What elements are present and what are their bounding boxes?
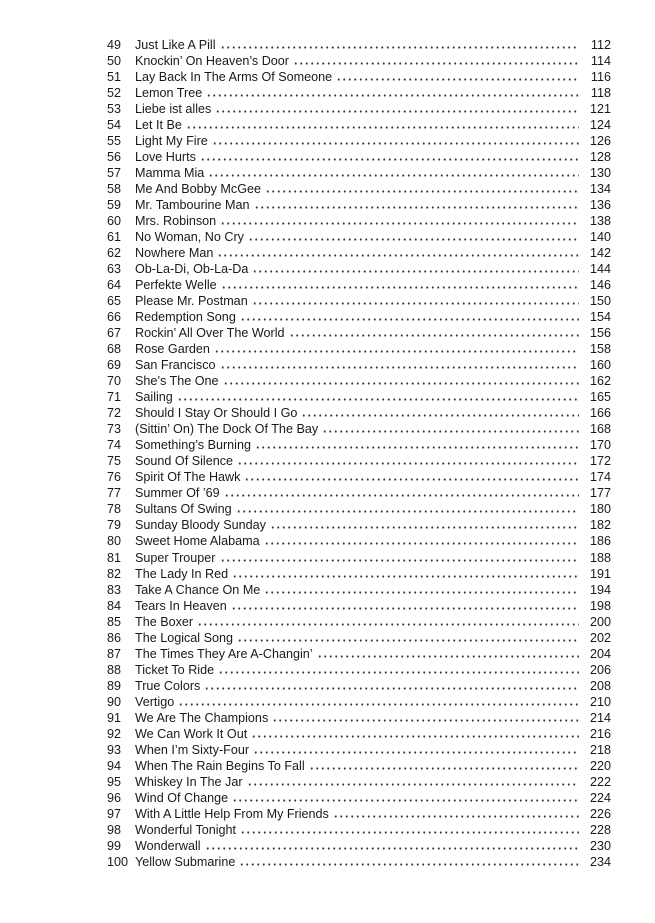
song-title: True Colors xyxy=(135,678,201,693)
dot-leader xyxy=(248,229,579,241)
dot-leader xyxy=(253,742,579,754)
dot-leader xyxy=(208,165,579,177)
dot-leader xyxy=(220,37,580,49)
page-number: 172 xyxy=(589,454,611,469)
toc-entry xyxy=(107,117,611,133)
dot-leader xyxy=(197,614,579,626)
toc-entry xyxy=(107,598,611,614)
dot-leader xyxy=(240,822,579,834)
toc-entry xyxy=(107,550,611,566)
toc-entry xyxy=(107,790,611,806)
entry-number: 80 xyxy=(107,534,122,549)
song-title: Sound Of Silence xyxy=(135,454,234,469)
song-title: Should I Stay Or Should I Go xyxy=(135,406,298,421)
dot-leader xyxy=(272,710,579,722)
song-title: Take A Chance On Me xyxy=(135,582,261,597)
entry-number: 93 xyxy=(107,742,122,757)
entry-number: 57 xyxy=(107,166,122,181)
page-number: 222 xyxy=(589,774,611,789)
dot-leader xyxy=(240,309,579,321)
dot-leader xyxy=(301,405,579,417)
page-number: 165 xyxy=(589,390,611,405)
dot-leader xyxy=(270,517,579,529)
entry-number: 53 xyxy=(107,102,122,117)
song-title: Ticket To Ride xyxy=(135,662,215,677)
page-number: 128 xyxy=(589,150,611,165)
song-title: Wonderful Tonight xyxy=(135,822,237,837)
entry-number: 89 xyxy=(107,678,122,693)
song-title: (Sittin’ On) The Dock Of The Bay xyxy=(135,422,319,437)
page-number: 150 xyxy=(589,294,611,309)
table-of-contents xyxy=(107,37,611,870)
song-title: Love Hurts xyxy=(135,150,196,165)
song-title: Nowhere Man xyxy=(135,246,214,261)
page-number: 162 xyxy=(589,374,611,389)
entry-number: 96 xyxy=(107,790,122,805)
page-number: 160 xyxy=(589,358,611,373)
song-title: San Francisco xyxy=(135,358,216,373)
dot-leader xyxy=(221,277,579,289)
page-number: 224 xyxy=(589,790,611,805)
dot-leader xyxy=(215,101,579,113)
song-title: Me And Bobby McGee xyxy=(135,182,262,197)
toc-entry xyxy=(107,373,611,389)
toc-entry xyxy=(107,566,611,582)
song-title: Liebe ist alles xyxy=(135,102,212,117)
dot-leader xyxy=(220,550,579,562)
toc-entry xyxy=(107,149,611,165)
entry-number: 71 xyxy=(107,390,122,405)
page-number: 170 xyxy=(589,438,611,453)
song-title: We Are The Champions xyxy=(135,710,269,725)
dot-leader xyxy=(264,582,579,594)
dot-leader xyxy=(254,197,579,209)
toc-entry xyxy=(107,309,611,325)
song-title: Tears In Heaven xyxy=(135,598,227,613)
song-title: The Lady In Red xyxy=(135,566,229,581)
song-title: She’s The One xyxy=(135,374,219,389)
toc-entry xyxy=(107,85,611,101)
page-number: 230 xyxy=(589,838,611,853)
toc-entry xyxy=(107,37,611,53)
dot-leader xyxy=(231,598,579,610)
page-number: 116 xyxy=(590,70,611,85)
entry-number: 84 xyxy=(107,598,122,613)
entry-number: 58 xyxy=(107,182,122,197)
toc-entry xyxy=(107,133,611,149)
toc-entry xyxy=(107,742,611,758)
song-title: Something’s Burning xyxy=(135,438,251,453)
dot-leader xyxy=(252,261,579,273)
entry-number: 59 xyxy=(107,198,122,213)
song-title: Wonderwall xyxy=(135,838,201,853)
song-title: Let It Be xyxy=(135,118,182,133)
toc-entry xyxy=(107,726,611,742)
toc-entry xyxy=(107,389,611,405)
dot-leader xyxy=(333,806,579,818)
dot-leader xyxy=(255,437,579,449)
page-number: 140 xyxy=(589,230,611,245)
song-title: With A Little Help From My Friends xyxy=(135,806,329,821)
dot-leader xyxy=(223,373,579,385)
page-number: 114 xyxy=(590,54,611,69)
dot-leader xyxy=(232,566,579,578)
entry-number: 76 xyxy=(107,470,122,485)
entry-number: 55 xyxy=(107,134,122,149)
entry-number: 82 xyxy=(107,566,122,581)
song-title: Mrs. Robinson xyxy=(135,214,217,229)
page-number: 226 xyxy=(589,806,611,821)
song-title: The Times They Are A-Changin’ xyxy=(135,646,313,661)
entry-number: 79 xyxy=(107,518,122,533)
page-number: 200 xyxy=(589,614,611,629)
toc-entry xyxy=(107,646,611,662)
dot-leader xyxy=(317,646,579,658)
song-title: Redemption Song xyxy=(135,310,236,325)
entry-number: 67 xyxy=(107,326,122,341)
page-number: 202 xyxy=(589,630,611,645)
song-title: Rockin’ All Over The World xyxy=(135,326,285,341)
toc-entry xyxy=(107,165,611,181)
song-title: Super Trouper xyxy=(135,550,216,565)
song-title: Rose Garden xyxy=(135,342,210,357)
dot-leader xyxy=(177,389,579,401)
page-number: 136 xyxy=(589,198,611,213)
entry-number: 77 xyxy=(107,486,122,501)
toc-entry xyxy=(107,293,611,309)
toc-entry xyxy=(107,197,611,213)
song-title: Lay Back In The Arms Of Someone xyxy=(135,70,333,85)
toc-entry xyxy=(107,806,611,822)
song-title: Sweet Home Alabama xyxy=(135,534,260,549)
song-title: The Logical Song xyxy=(135,630,234,645)
toc-entry xyxy=(107,421,611,437)
toc-entry xyxy=(107,517,611,533)
dot-leader xyxy=(336,69,579,81)
page-number: 154 xyxy=(589,310,611,325)
toc-entry xyxy=(107,582,611,598)
dot-leader xyxy=(236,501,579,513)
dot-leader xyxy=(204,678,579,690)
page-number: 180 xyxy=(589,502,611,517)
dot-leader xyxy=(220,213,579,225)
entry-number: 60 xyxy=(107,214,122,229)
entry-number: 100 xyxy=(107,854,129,869)
entry-number: 83 xyxy=(107,582,122,597)
toc-entry xyxy=(107,838,611,854)
page-number: 138 xyxy=(589,214,611,229)
dot-leader xyxy=(244,469,579,481)
song-title: Mamma Mia xyxy=(135,166,205,181)
dot-leader xyxy=(289,325,579,337)
entry-number: 63 xyxy=(107,262,122,277)
toc-entry xyxy=(107,453,611,469)
entry-number: 88 xyxy=(107,662,122,677)
entry-number: 90 xyxy=(107,694,122,709)
song-title: Vertigo xyxy=(135,694,175,709)
toc-entry xyxy=(107,69,611,85)
dot-leader xyxy=(217,245,579,257)
page-number: 210 xyxy=(589,694,611,709)
page-number: 158 xyxy=(589,342,611,357)
entry-number: 99 xyxy=(107,838,122,853)
entry-number: 54 xyxy=(107,118,122,133)
page-number: 228 xyxy=(589,822,611,837)
entry-number: 69 xyxy=(107,358,122,373)
dot-leader xyxy=(309,758,579,770)
page-number: 218 xyxy=(589,742,611,757)
page-number: 124 xyxy=(589,118,611,133)
page-number: 126 xyxy=(589,134,611,149)
song-title: Mr. Tambourine Man xyxy=(135,198,250,213)
page-number: 198 xyxy=(589,598,611,613)
page-number: 166 xyxy=(589,406,611,421)
entry-number: 97 xyxy=(107,806,122,821)
dot-leader xyxy=(206,85,579,97)
song-title: Yellow Submarine xyxy=(135,854,236,869)
dot-leader xyxy=(200,149,579,161)
song-title: Sultans Of Swing xyxy=(135,502,232,517)
entry-number: 73 xyxy=(107,422,122,437)
toc-entry xyxy=(107,614,611,630)
page-number: 234 xyxy=(589,854,611,869)
song-title: Wind Of Change xyxy=(135,790,229,805)
toc-entry xyxy=(107,325,611,341)
toc-entry xyxy=(107,694,611,710)
entry-number: 98 xyxy=(107,822,122,837)
song-title: Sunday Bloody Sunday xyxy=(135,518,266,533)
entry-number: 75 xyxy=(107,454,122,469)
dot-leader xyxy=(214,341,579,353)
entry-number: 78 xyxy=(107,502,122,517)
toc-entry xyxy=(107,341,611,357)
page-number: 174 xyxy=(589,470,611,485)
toc-entry xyxy=(107,662,611,678)
toc-entry xyxy=(107,277,611,293)
dot-leader xyxy=(218,662,579,674)
song-title: Spirit Of The Hawk xyxy=(135,470,241,485)
entry-number: 68 xyxy=(107,342,122,357)
entry-number: 62 xyxy=(107,246,122,261)
dot-leader xyxy=(322,421,579,433)
page-number: 121 xyxy=(589,102,611,117)
song-title: Light My Fire xyxy=(135,134,208,149)
toc-entry xyxy=(107,630,611,646)
entry-number: 70 xyxy=(107,374,122,389)
toc-entry xyxy=(107,53,611,69)
entry-number: 86 xyxy=(107,630,122,645)
dot-leader xyxy=(264,533,579,545)
entry-number: 85 xyxy=(107,614,122,629)
page-number: 146 xyxy=(589,278,611,293)
toc-entry xyxy=(107,533,611,549)
dot-leader xyxy=(251,726,579,738)
page-number: 182 xyxy=(589,518,611,533)
page-number: 194 xyxy=(589,582,611,597)
song-title: Please Mr. Postman xyxy=(135,294,248,309)
toc-entry xyxy=(107,485,611,501)
page-number: 204 xyxy=(589,646,611,661)
page-number: 191 xyxy=(589,566,611,581)
entry-number: 81 xyxy=(107,550,122,565)
page-number: 214 xyxy=(589,710,611,725)
dot-leader xyxy=(252,293,579,305)
entry-number: 74 xyxy=(107,438,122,453)
song-title: Summer Of ’69 xyxy=(135,486,220,501)
entry-number: 92 xyxy=(107,726,122,741)
entry-number: 66 xyxy=(107,310,122,325)
toc-entry xyxy=(107,261,611,277)
dot-leader xyxy=(220,357,580,369)
song-title: We Can Work It Out xyxy=(135,726,248,741)
dot-leader xyxy=(205,838,579,850)
page-number: 134 xyxy=(589,182,611,197)
song-title: Sailing xyxy=(135,390,173,405)
page-number: 156 xyxy=(589,326,611,341)
entry-number: 52 xyxy=(107,86,122,101)
toc-entry xyxy=(107,710,611,726)
toc-entry xyxy=(107,181,611,197)
entry-number: 65 xyxy=(107,294,122,309)
toc-entry xyxy=(107,822,611,838)
toc-entry xyxy=(107,101,611,117)
page-number: 177 xyxy=(589,486,611,501)
page-number: 142 xyxy=(589,246,611,261)
toc-entry xyxy=(107,245,611,261)
entry-number: 91 xyxy=(107,710,122,725)
dot-leader xyxy=(265,181,579,193)
dot-leader xyxy=(237,453,579,465)
song-title: Knockin’ On Heaven’s Door xyxy=(135,54,290,69)
dot-leader xyxy=(232,790,579,802)
page-number: 188 xyxy=(589,550,611,565)
toc-entry xyxy=(107,678,611,694)
entry-number: 51 xyxy=(107,70,122,85)
song-title: Ob-La-Di, Ob-La-Da xyxy=(135,262,249,277)
song-title: When The Rain Begins To Fall xyxy=(135,758,305,773)
toc-entry xyxy=(107,357,611,373)
page-number: 208 xyxy=(589,678,611,693)
page-number: 118 xyxy=(590,86,611,101)
entry-number: 95 xyxy=(107,774,122,789)
toc-entry xyxy=(107,437,611,453)
entry-number: 72 xyxy=(107,406,122,421)
song-title: When I’m Sixty-Four xyxy=(135,742,250,757)
dot-leader xyxy=(224,485,579,497)
song-title: The Boxer xyxy=(135,614,194,629)
song-title: Just Like A Pill xyxy=(135,38,216,52)
toc-entry xyxy=(107,405,611,421)
page-number: 206 xyxy=(589,662,611,677)
entry-number: 87 xyxy=(107,646,122,661)
dot-leader xyxy=(186,117,579,129)
entry-number: 50 xyxy=(107,54,122,69)
toc-entry xyxy=(107,501,611,517)
toc-entry xyxy=(107,229,611,245)
page-number: 168 xyxy=(589,422,611,437)
dot-leader xyxy=(237,630,579,642)
entry-number: 64 xyxy=(107,278,122,293)
toc-entry xyxy=(107,774,611,790)
entry-number: 49 xyxy=(107,38,122,52)
song-title: Whiskey In The Jar xyxy=(135,774,243,789)
page-number: 144 xyxy=(589,262,611,277)
page-number: 220 xyxy=(589,758,611,773)
page-number: 112 xyxy=(590,38,611,52)
dot-leader xyxy=(247,774,579,786)
song-title: Lemon Tree xyxy=(135,86,203,101)
toc-entry xyxy=(107,854,611,870)
dot-leader xyxy=(212,133,579,145)
page-number: 130 xyxy=(589,166,611,181)
toc-entry xyxy=(107,758,611,774)
entry-number: 94 xyxy=(107,758,122,773)
toc-entry xyxy=(107,469,611,485)
toc-entry xyxy=(107,213,611,229)
entry-number: 61 xyxy=(107,230,122,245)
dot-leader xyxy=(239,854,579,866)
dot-leader xyxy=(293,53,579,65)
entry-number: 56 xyxy=(107,150,122,165)
page-number: 186 xyxy=(589,534,611,549)
page-number: 216 xyxy=(589,726,611,741)
song-title: Perfekte Welle xyxy=(135,278,217,293)
dot-leader xyxy=(178,694,579,706)
song-title: No Woman, No Cry xyxy=(135,230,244,245)
